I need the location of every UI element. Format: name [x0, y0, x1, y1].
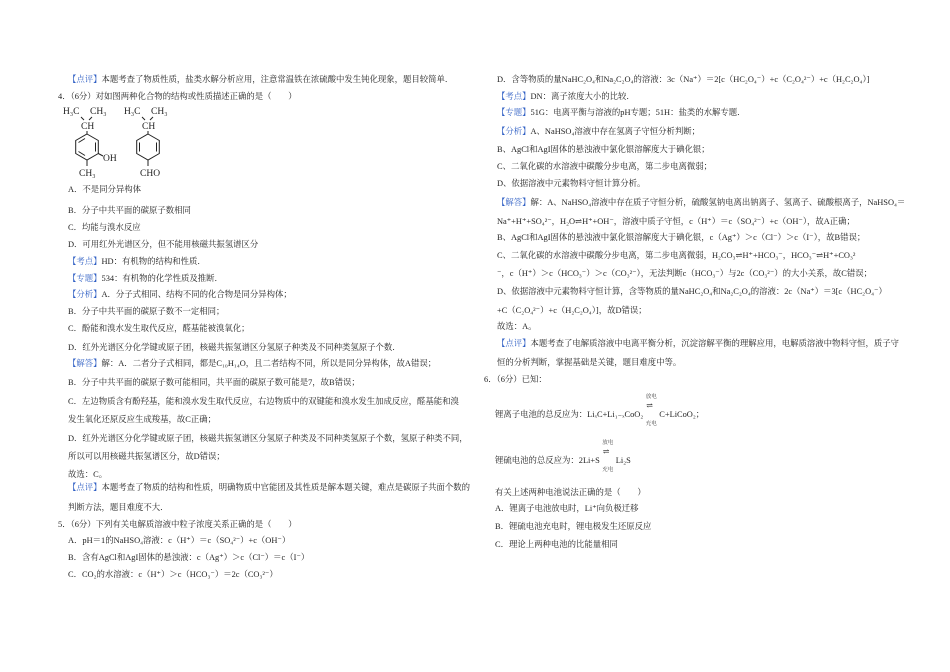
line-text: 判断方法，题目难度不大． [68, 503, 169, 512]
line-text: DN：离子浓度大小的比较． [530, 92, 635, 101]
line-text: 故选：A。 [497, 322, 537, 331]
section-tag: 【专题】 [68, 274, 102, 283]
text-line [68, 451, 225, 463]
text-line [68, 205, 191, 217]
text-line [495, 503, 639, 515]
text-line [68, 552, 309, 564]
reaction-prefix: 锂硫电池的总反应为： [495, 456, 579, 465]
section-tag: 【解答】 [497, 198, 531, 207]
text-line [484, 374, 547, 386]
reaction-products: Li₂S [615, 456, 631, 465]
line-text: Na⁺+H⁺+SO₄²⁻，H₂O⇌H⁺+OH⁻，溶液中质子守恒，c（H⁺）＝c（SO₄²⁻）+c（OH⁻），故A正确； [497, 217, 855, 226]
section-tag: 【分析】 [68, 290, 102, 299]
text-line [68, 323, 249, 335]
line-text: D、依据溶液中元素物料守恒计算，含等物质的量NaHC₂O₄和Na₂C₂O₄的溶液：2c（Na⁺）＝3[c（HC₂O₄⁻） [497, 287, 887, 296]
section-tag: 【解答】 [68, 359, 102, 368]
text-line [497, 321, 537, 333]
section-tag: 【考点】 [497, 92, 531, 101]
arrow-glyph: ⇌ [646, 401, 653, 410]
line-text: C．左边物质含有酚羟基，能和溴水发生取代反应，右边物质中的双键能和溴水发生加成反应，醛基能和溴 [68, 397, 459, 406]
line-text: A．锂离子电池放电时，Li⁺向负极迁移 [495, 504, 639, 513]
annotated-paragraph-line [68, 256, 206, 268]
line-text: A、NaHSO₄溶液中存在氢离子守恒分析判断； [530, 127, 700, 136]
text-line [68, 433, 468, 445]
label-ch3: CH₃ [79, 169, 96, 179]
line-text: A．pH＝1的NaHSO₄溶液：c（H⁺）＝c（SO₄²⁻）+c（OH⁻） [68, 536, 291, 545]
line-text: D、依据溶液中元素物料守恒计算分析。 [497, 179, 646, 188]
line-text: 本题考查了电解质溶液中电离平衡分析，沉淀溶解平衡的理解应用，电解质溶液中物料守恒，质子守 [530, 339, 899, 348]
line-text: D．含等物质的量NaHC₂O₄和Na₂C₂O₄的溶液：3c（Na⁺）＝2[c（HC₂O₄⁻）+c（C₂O₄²⁻）+c（H₂C₂O₄）] [497, 75, 870, 84]
line-text: B、AgCl和AgI固体的悬浊液中氯化银溶解度大于碘化银； [497, 145, 710, 154]
text-line [68, 377, 360, 389]
label-oh: OH [103, 154, 117, 164]
line-text: C、二氧化碳的水溶液中碳酸分步电离，第二步电离微弱； [497, 162, 712, 171]
annotated-paragraph-line [68, 358, 436, 370]
line-text: B．分子中共平面的碳原子数可能相同，共平面的碳原子数可能是7，故B错误； [68, 378, 360, 387]
label-ch: CH [81, 122, 95, 132]
text-line [497, 144, 710, 156]
label-ch: CH [142, 122, 156, 132]
line-text: B．锂硫电池充电时，锂电极发生还原反应 [495, 522, 652, 531]
line-text: 5．（6分）下列有关电解质溶液中粒子浓度关系正确的是（ ） [58, 520, 297, 529]
label-cho: CHO [140, 169, 161, 179]
line-text: 有关上述两种电池说法正确的是（ ） [495, 488, 646, 497]
text-line [68, 396, 459, 408]
line-text: +C（C₂O₄²⁻）+c（H₂C₂O₄）]，故D错误； [497, 306, 647, 315]
line-text: C．均能与溴水反应 [68, 223, 141, 232]
text-line [58, 519, 297, 531]
annotated-paragraph-line [497, 91, 635, 103]
text-line [497, 286, 887, 298]
text-line [68, 184, 141, 196]
arrow-above-label: 放电 [602, 440, 614, 446]
reaction-prefix: 锂离子电池的总反应为： [495, 410, 588, 419]
arrow-below-label: 充电 [602, 467, 614, 473]
label-h3c: H₃C [124, 107, 141, 117]
line-text: C．酚能和溴水发生取代反应，醛基能被溴氧化； [68, 324, 250, 333]
annotated-paragraph-line [68, 74, 453, 86]
text-line [58, 91, 297, 103]
chemical-structures-figure [60, 104, 190, 180]
line-text: C．理论上两种电池的比能量相同 [495, 540, 618, 549]
annotated-paragraph-line [68, 273, 223, 285]
section-tag: 【分析】 [497, 127, 531, 136]
text-line [68, 222, 141, 234]
line-text: D．红外光谱区分化学键或原子团，核磁共振氢谱区分氢原子种类及不同种类氢原子个数，氢原子种类不同， [68, 434, 468, 443]
line-text: 所以可以用核磁共振氢谱区分，故D错误； [68, 452, 225, 461]
label-ch3: CH₃ [151, 107, 168, 117]
text-line [68, 502, 169, 514]
annotated-paragraph-line [68, 289, 292, 301]
text-line [497, 178, 645, 190]
text-line [68, 239, 258, 251]
text-line [497, 305, 647, 317]
reaction-reactants: LiₓC+Li₁₋ₓCoO₂ [587, 410, 644, 419]
text-line [68, 569, 278, 581]
text-line [68, 414, 216, 426]
line-text: 解：A．二者分子式相同，都是C₁₀H₁₄O，且二者结构不同，所以是同分异构体，故A错误； [101, 359, 437, 368]
line-text: C、二氧化碳的水溶液中碳酸分步电离，第二步电离微弱，H₂CO₃⇌H⁺+HCO₃⁻，HCO₃⁻⇌H⁺+CO₃² [497, 251, 856, 260]
text-line [495, 521, 651, 533]
line-text: B．分子中共平面的碳原子数相同 [68, 206, 191, 215]
text-line [497, 216, 855, 228]
annotated-paragraph-line [497, 126, 700, 138]
line-text: C．CO₂的水溶液：c（H⁺）＞c（HCO₃⁻）＝2c（CO₃²⁻） [68, 570, 278, 579]
section-tag: 【点评】 [497, 339, 531, 348]
section-tag: 【点评】 [68, 483, 102, 492]
arrow-glyph: ⇌ [602, 447, 610, 456]
line-text: 本题考查了物质性质，盐类水解分析应用，注意常温铁在浓硫酸中发生钝化现象，题目较简单． [101, 75, 454, 84]
text-line [495, 539, 618, 551]
annotated-paragraph-line [497, 197, 905, 209]
arrow-above-label: 放电 [645, 394, 657, 400]
line-text: ⁻，c（H⁺）＞c（HCO₃⁻）＞c（CO₃²⁻），无法判断c（HCO₃⁻）与2c（CO₃²⁻）的大小关系，故C错误； [497, 269, 872, 278]
section-tag: 【考点】 [68, 257, 102, 266]
section-tag: 【点评】 [68, 75, 102, 84]
line-text: A．分子式相同、结构不同的化合物是同分异构体； [101, 290, 292, 299]
text-line [68, 342, 401, 354]
reversible-arrow-icon [643, 394, 659, 427]
text-line [497, 74, 869, 86]
line-text: B．分子中共平面的碳原子数不一定相同； [68, 307, 225, 316]
line-text: 4．（6分）对如图两种化合物的结构或性质描述正确的是（ ） [58, 92, 297, 101]
annotated-paragraph-line [68, 482, 470, 494]
line-text: 534：有机物的化学性质及推断． [101, 274, 223, 283]
text-line [68, 535, 290, 547]
line-text: 发生氧化还原反应生成羧基，故C正确； [68, 415, 216, 424]
text-line [68, 306, 224, 318]
section-tag: 【专题】 [497, 108, 531, 117]
label-ch3: CH₃ [90, 107, 107, 117]
text-line [497, 161, 712, 173]
text-line [68, 469, 107, 481]
line-text: 51G：电离平衡与溶液的pH专题；51H：盐类的水解专题． [530, 108, 746, 117]
reaction-li-ion [495, 394, 705, 427]
line-text: D．红外光谱区分化学键或原子团，核磁共振氢谱区分氢原子种类及不同种类氢原子个数． [68, 343, 401, 352]
reaction-reactants: 2Li+S [578, 456, 600, 465]
line-text: D．可用红外光谱区分，但不能用核磁共振氢谱区分 [68, 240, 259, 249]
text-line [497, 357, 681, 369]
text-line [497, 250, 855, 262]
arrow-below-label: 充电 [645, 421, 657, 427]
text-line [495, 487, 646, 499]
text-line [497, 268, 872, 280]
reaction-li-s [495, 440, 631, 473]
line-text: B、AgCl和AgI固体的悬浊液中氯化银溶解度大于碘化银，c（Ag⁺）＞c（Cl⁻）＞c（I⁻），故B错误； [497, 233, 866, 242]
text-line [497, 232, 865, 244]
annotated-paragraph-line [497, 107, 745, 119]
line-text: 本题考查了物质的结构和性质，明确物质中官能团及其性质是解本题关键，难点是碳原子共面个数的 [101, 483, 470, 492]
line-text: B．含有AgCl和AgI固体的悬浊液：c（Ag⁺）＞c（Cl⁻）＝c（I⁻） [68, 553, 310, 562]
line-text: 解：A、NaHSO₄溶液中存在质子守恒分析，硫酸氢钠电离出钠离子、氢离子、硫酸根离子，NaHSO₄＝ [530, 198, 906, 207]
label-h3c: H₃C [63, 107, 80, 117]
reversible-arrow-icon [600, 440, 616, 473]
reaction-products: C+LiCoO₂； [659, 410, 705, 419]
line-text: 恒的分析判断，掌握基础是关键，题目难度中等。 [497, 358, 682, 367]
line-text: 故选：C。 [68, 470, 108, 479]
line-text: A．不是同分异构体 [68, 185, 142, 194]
line-text: 6．（6分）已知： [484, 375, 547, 384]
annotated-paragraph-line [497, 338, 899, 350]
line-text: HD：有机物的结构和性质． [101, 257, 206, 266]
